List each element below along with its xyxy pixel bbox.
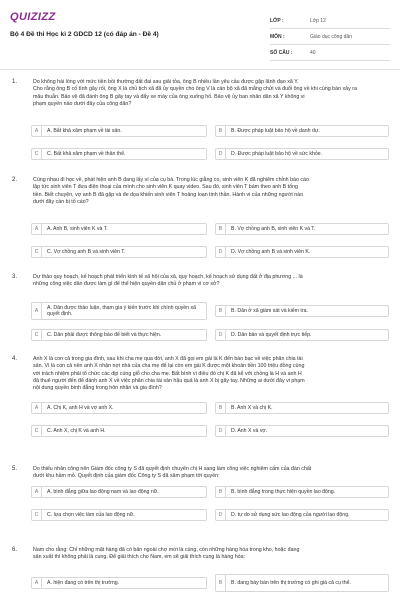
option-letter: B xyxy=(216,575,226,591)
option-a[interactable] xyxy=(31,125,207,137)
option-letter: A xyxy=(32,578,42,588)
option-text: B. Được pháp luật bảo hộ về danh dự. xyxy=(231,127,320,134)
header-divider xyxy=(0,69,400,70)
option-text: A. Bất khả xâm phạm về tài sản. xyxy=(47,127,122,134)
option-b[interactable] xyxy=(215,223,389,235)
option-letter: B xyxy=(216,306,226,316)
option-b[interactable] xyxy=(215,486,389,498)
meta-key: MÔN : xyxy=(270,33,285,40)
option-b[interactable] xyxy=(215,305,389,317)
option-text: C. lựa chọn việc làm của lao động nữ. xyxy=(47,511,135,518)
question-line: tiền. Biết chuyện, vợ anh B đã gặp và đe dọa khiến sinh viên T hoảng loạn tinh thần. Hành vi của những người nào xyxy=(33,191,304,198)
option-text: C. Vợ chồng anh B và sinh viên T. xyxy=(47,248,126,255)
option-letter: B xyxy=(216,487,226,497)
option-text: A. Anh B, sinh viên K và T. xyxy=(47,225,108,232)
option-letter: A xyxy=(32,126,42,136)
option-letter: C xyxy=(32,149,42,159)
question-line: đã thuê người đến để đánh anh X về việc phân chia tài sản hậu quả là anh X bị gãy tay. Những ai dưới đây vi phạm xyxy=(33,377,305,384)
question-text xyxy=(33,274,388,289)
option-letter: D xyxy=(216,149,226,159)
worksheet-header xyxy=(0,0,400,66)
meta-table xyxy=(270,13,390,61)
question-text xyxy=(33,547,388,562)
question-number: 4. xyxy=(12,356,18,362)
option-letter: A xyxy=(32,303,42,319)
option-text: D. Vợ chồng anh B và sinh viên K. xyxy=(231,248,311,255)
question-line: với trách nhiệm phải tổ chức các dịp cúng giỗ cho cha mẹ. Bất bình vì điều đó chị K đã kể với chồng là H và anh H xyxy=(33,370,302,377)
option-d[interactable] xyxy=(215,509,389,521)
option-text: B. bình đẳng trong thực hiện quyền lao động. xyxy=(231,488,336,495)
option-d[interactable] xyxy=(215,246,389,258)
question-line: lập tức sinh viên T đưa điện thoại của mình cho sinh viên K quay video. Sau đó, sinh viên T bám theo anh B tống xyxy=(33,184,298,191)
meta-value: 40 xyxy=(310,49,316,56)
option-c[interactable] xyxy=(31,509,207,521)
question-line: những công việc dân được làm gì để thể hiện quyền dân chủ ở phạm vi cơ sở? xyxy=(33,281,220,288)
question-text xyxy=(33,466,388,481)
option-letter: D xyxy=(216,510,226,520)
option-d[interactable] xyxy=(215,425,389,437)
option-letter: A xyxy=(32,224,42,234)
question-line: nội dung quyền bình đẳng trong hôn nhân và gia đình? xyxy=(33,385,162,392)
option-text: B. đang bày bán trên thị trường có ghi giá cả cụ thể. xyxy=(231,579,351,586)
option-d[interactable] xyxy=(215,148,389,160)
option-letter: C xyxy=(32,426,42,436)
option-b[interactable] xyxy=(215,402,389,414)
question-text xyxy=(33,79,388,108)
meta-row-count xyxy=(270,45,390,61)
meta-row-subject xyxy=(270,29,390,45)
question-line: Cùng nhau đi học về, phát hiện anh B đang lấy ví của cụ bà. Trong lúc giằng co, sinh viên K đã nghiêm chỉnh báo cáo xyxy=(33,177,309,183)
option-text: C. Anh X, chị K và anh H. xyxy=(47,427,106,434)
meta-key: SỐ CÂU : xyxy=(270,49,293,56)
option-text: D. tự do sử dụng sức lao động của người lao động. xyxy=(231,511,350,518)
question-line: sản. Vì là con cả nên anh X nhận nợi nhà của cha mẹ để lại còn em gái K được một khoản tiền 100 triệu đồng cùng xyxy=(33,363,305,370)
meta-value: Giáo dục công dân xyxy=(310,33,352,40)
question-line: sản xuất thì không phải là cung. Để giải thích cho Nam, em sẽ giải thích cung là hàng hóa: xyxy=(33,554,246,561)
option-b[interactable] xyxy=(215,574,389,592)
option-c[interactable] xyxy=(31,246,207,258)
question-line: Cho rằng ông B cố tình gây rối, ông X là chủ tịch xã đã ủy quyền cho ông V là cán bộ xã đã mắng chửi và đuổi ông về khi cùng bàn xây ra xyxy=(33,86,357,93)
option-text: A. Chị K, anh H và vợ anh X. xyxy=(47,404,114,411)
question-number: 6. xyxy=(12,547,18,553)
quizizz-logo: QUIZIZZ xyxy=(10,11,56,23)
option-c[interactable] xyxy=(31,148,207,160)
option-c[interactable] xyxy=(31,329,207,341)
page-title: Bộ 4 Đề thi Học kì 2 GDCD 12 (có đáp án - Đề 4) xyxy=(10,31,159,38)
option-a[interactable] xyxy=(31,402,207,414)
option-text: A. Dân được thảo luận, tham gia ý kiến trước khi chính quyền xã quyết định. xyxy=(47,304,196,317)
question-number: 2. xyxy=(12,177,18,183)
option-text: C. Bất khả xâm phạm về thân thể. xyxy=(47,150,126,157)
option-letter: C xyxy=(32,247,42,257)
option-letter: B xyxy=(216,403,226,413)
option-a[interactable] xyxy=(31,486,207,498)
option-letter: A xyxy=(32,403,42,413)
question-text xyxy=(33,177,388,206)
question-text xyxy=(33,356,388,392)
option-text: B. Vợ chồng anh B, sinh viên K và T. xyxy=(231,225,316,232)
question-line: dưới khu hầm mỏ. Quyết định của giám đốc Công ty S đã xâm phạm tới quyền: xyxy=(33,473,220,480)
meta-key: LỚP : xyxy=(270,17,284,24)
question-number: 3. xyxy=(12,274,18,280)
option-letter: B xyxy=(216,224,226,234)
option-letter: D xyxy=(216,330,226,340)
option-a[interactable] xyxy=(31,223,207,235)
question-line: dưới đây cần bị tố cáo? xyxy=(33,198,89,205)
question-line: Do thiếu nhân công nên Giám đốc công ty S đã quyết định chuyển chị H sang làm công việc nghiêm cấm của đàn chất xyxy=(33,466,312,472)
question-line: phạm quyền nào dưới đây của công dân? xyxy=(33,100,132,107)
meta-row-class xyxy=(270,13,390,29)
option-letter: D xyxy=(216,426,226,436)
option-a[interactable] xyxy=(31,577,207,589)
question-line: mâu thuẫn. Bảo vệ đã đánh ông B gãy tay và đẩy xe máy của ông xuống hố. Bảo vệ ủy ban nhân dân xã Y không vi xyxy=(33,93,305,100)
option-text: C. Dân phải được thông báo để biết và thực hiện. xyxy=(47,331,162,338)
option-text: A. hiện đang có trên thị trường. xyxy=(47,579,120,586)
question-line: Anh X là con cả trong gia đình, sau khi cha mẹ qua đời, anh X đã gọi em gái là K đến bàn bạc về việc phân chia tài xyxy=(33,356,303,362)
option-c[interactable] xyxy=(31,425,207,437)
meta-value: Lớp 12 xyxy=(310,17,326,24)
question-line: Nam cho rằng: Chỉ những mặt hàng đã có bản ngoài chợ mới là cùng, còn những hàng hóa trong kho, hoặc đang xyxy=(33,547,300,553)
option-letter: A xyxy=(32,487,42,497)
question-line: Dự thảo quy hoạch, kế hoạch phát triển kinh tế xã hội của xã, quy hoạch, kế hoạch sử dụng đất ở địa phương ... là xyxy=(33,274,303,280)
option-text: D. Anh X và vợ. xyxy=(231,427,268,434)
option-a[interactable] xyxy=(31,302,207,320)
option-letter: B xyxy=(216,126,226,136)
question-number: 1. xyxy=(12,79,18,85)
option-text: B. Dân ở xã giám sát và kiểm tra. xyxy=(231,307,308,314)
option-text: A. bình đẳng giữa lao động nam và lao động nữ. xyxy=(47,488,159,495)
option-letter: C xyxy=(32,510,42,520)
option-letter: D xyxy=(216,247,226,257)
question-line: Do không hài lòng với mức tiền bồi thường đất đai sau giải tỏa, ông B nhiều lần yêu cầu được gặp lãnh đạo xã Y. xyxy=(33,79,299,85)
option-b[interactable] xyxy=(215,125,389,137)
question-number: 5. xyxy=(12,466,18,472)
option-text: D. Dân bàn và quyết định trực tiếp. xyxy=(231,331,312,338)
option-text: D. Được pháp luật bảo hộ về sức khỏe. xyxy=(231,150,323,157)
option-d[interactable] xyxy=(215,329,389,341)
option-text: B. Anh X và chị K. xyxy=(231,404,273,411)
option-letter: C xyxy=(32,330,42,340)
